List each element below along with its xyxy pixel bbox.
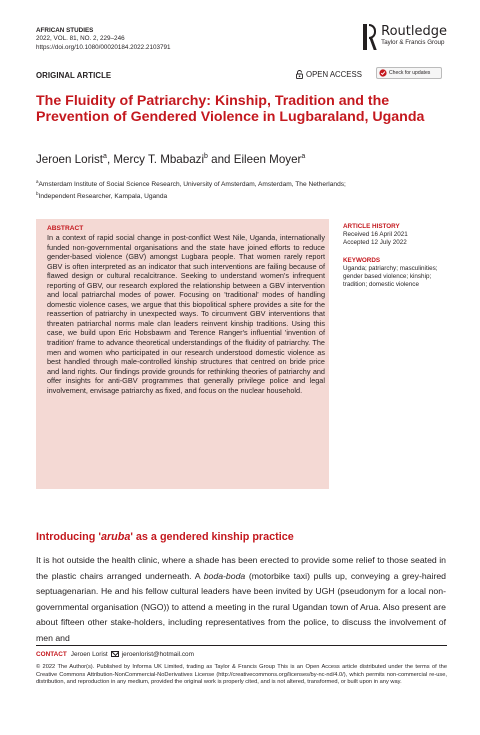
affiliations (36, 178, 456, 202)
check-for-updates-button[interactable] (376, 67, 442, 79)
section-heading-suffix: ' as a gendered kinship practice (130, 531, 294, 543)
author-affiliation-mark: b (204, 153, 208, 160)
open-lock-icon (296, 70, 303, 79)
author-affiliation-mark: a (103, 153, 107, 160)
routledge-logo-icon (363, 24, 376, 50)
author-name[interactable]: Jeroen Lorist (36, 152, 104, 166)
article-type: ORIGINAL ARTICLE (36, 71, 112, 80)
section-heading (36, 531, 294, 543)
volume-info: 2022, VOL. 81, NO. 2, 229–246 (36, 35, 125, 43)
section-heading-term: aruba (100, 531, 131, 543)
publisher-logo (363, 24, 447, 50)
affiliation-line (36, 178, 456, 190)
author-list (36, 150, 305, 167)
publisher-subtitle: Taylor & Francis Group (381, 39, 445, 46)
contact-email[interactable]: jeroenlorist@hotmail.com (121, 651, 194, 659)
affiliation-mark: a (36, 179, 39, 184)
article-title: The Fluidity of Patriarchy: Kinship, Tradition and the Prevention of Gendered Violence in Lugbaraland, Uganda (36, 93, 425, 126)
journal-info (36, 27, 170, 52)
keywords-heading: KEYWORDS (343, 256, 381, 264)
body-paragraph (36, 553, 446, 646)
journal-name: AFRICAN STUDIES (36, 27, 94, 34)
article-history-heading: ARTICLE HISTORY (343, 223, 400, 230)
affiliation-line (36, 190, 456, 202)
body-text-part: It is hot outside the health clinic, where a shade has been erected to provide some relief to those seated in the plastic chairs arranged underneath. A (36, 555, 446, 581)
section-heading-prefix: Introducing ' (36, 531, 101, 543)
keywords-text: Uganda; patriarchy; masculinities; gender based violence; kinship; tradition; domestic violence (343, 264, 438, 289)
crossmark-icon (379, 69, 387, 77)
article-sidebar (343, 223, 453, 289)
affiliation-mark: b (36, 190, 39, 196)
contact-label: CONTACT (36, 651, 67, 659)
footer-divider (36, 645, 447, 646)
doi-link[interactable]: https://doi.org/10.1080/00020184.2022.2103791 (36, 43, 171, 51)
open-access-label: OPEN ACCESS (306, 70, 362, 79)
author-name[interactable]: Mercy T. Mbabazi (113, 152, 205, 166)
author-separator: and (207, 152, 234, 166)
license-text: © 2022 The Author(s). Published by Informa UK Limited, trading as Taylor & Francis Group This is an Open Access article distributed under the terms of the Creative Commons Attribution-NonCommercial-NoDerivatives License (http://creativecommons.org/licenses/by-nc-nd/4.0/), which permits non-commercial re-use, distribution, and reproduction in any medium, provided the original work is properly cited, and is not altered, transformed, or built upon in any way. (36, 664, 447, 685)
publisher-name: Routledge (381, 24, 447, 39)
abstract-box (36, 219, 329, 489)
author-separator: , (106, 152, 114, 166)
contact-line (36, 651, 194, 658)
affiliation-text: Independent Researcher, Kampala, Uganda (38, 193, 168, 201)
author-name[interactable]: Eileen Moyer (233, 152, 302, 166)
author-affiliation-mark: a (301, 153, 306, 160)
affiliation-text: Amsterdam Institute of Social Science Research, University of Amsterdam, Amsterdam, The Netherlands; (38, 181, 346, 189)
body-text-part: (motorbike taxi) pulls up, conveying a grey-haired septuagenarian. He and his fellow cultural leaders have been invited by UGH (pseudonym for a local non-governmental organisation (NGO)) to attend a meeting in the rural Ugandan town of Arua. Also present are about fifteen other stake-holders, including representatives from the police, to discuss the involvement of men and (36, 570, 447, 643)
body-text-italic: boda-boda (203, 570, 246, 581)
received-date: Received 16 April 2021 (343, 231, 408, 239)
abstract-heading: ABSTRACT (47, 225, 84, 232)
accepted-date: Accepted 12 July 2022 (343, 239, 407, 247)
open-access-badge (296, 70, 362, 79)
abstract-text: In a context of rapid social change in post-conflict West Nile, Uganda, internationally funded non-governmental organisations and the state have joined efforts to reduce gender-based violence (GBV) amongst Lugbara people. That women rarely report GBV is often interpreted as an indicator that such interventions are failing because of flawed design or cultural recalcitrance. Seeking to understand women's infrequent reporting of GBV, our research explored the relationship between a GBV intervention and local patriarchal modes of power. Focusing on 'traditional' modes of handling domestic violence cases, we argue that this biopolitical sphere provides a site for the reassertion of patriarchy in unexpected ways. To circumvent GBV interventions that threaten patriarchal norms male clan leaders reinvent kinship traditions. Using this case, we build upon Eric Hobsbawm and Terence Ranger's influential 'invention of tradition' frame to advance theoretical understandings of the fluidity of patriarchy. The men and women who participated in our research understood domestic violence as best handled through male-controlled kinship structures that centred on bride price and land rights. Our findings provide grounds for rethinking theories of patriarchy and offer insights for anti-GBV programmes that generally privilege police and legal involvement, envisage patriarchy as fixed, and focus on the nuclear household. (47, 233, 325, 395)
contact-name: Jeroen Lorist (70, 651, 108, 659)
check-updates-label: Check for updates (389, 70, 431, 76)
envelope-icon (111, 651, 119, 657)
